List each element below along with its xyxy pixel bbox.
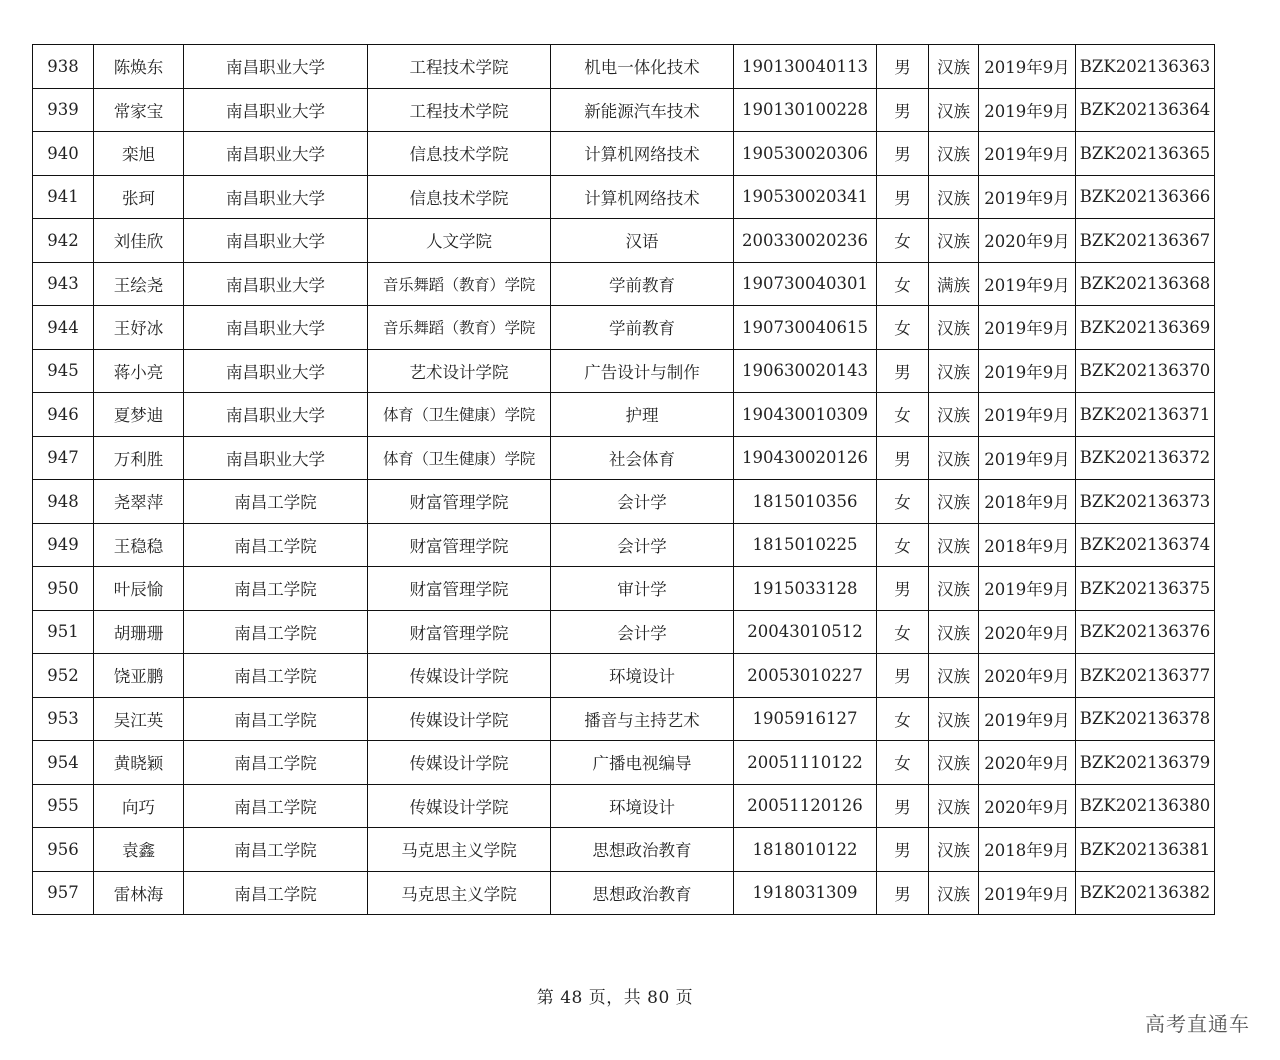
ethnicity-cell: 汉族 xyxy=(929,306,979,350)
table-row xyxy=(33,45,1215,89)
ethnicity-cell: 汉族 xyxy=(929,88,979,132)
gender-cell: 女 xyxy=(877,741,929,785)
college-name-cell: 财富管理学院 xyxy=(368,567,551,611)
gender-cell: 女 xyxy=(877,219,929,263)
college-name-cell: 工程技术学院 xyxy=(368,45,551,89)
student-name-cell: 常家宝 xyxy=(94,88,184,132)
certificate-number-cell: BZK202136363 xyxy=(1076,45,1215,89)
student-name-cell: 王绘尧 xyxy=(94,262,184,306)
school-name-cell: 南昌工学院 xyxy=(184,610,368,654)
college-name-cell: 艺术设计学院 xyxy=(368,349,551,393)
student-id-cell: 200330020236 xyxy=(734,219,877,263)
row-index-cell: 955 xyxy=(33,784,94,828)
enrollment-date-cell: 2019年9月 xyxy=(979,262,1076,306)
ethnicity-cell: 汉族 xyxy=(929,567,979,611)
student-id-cell: 20051120126 xyxy=(734,784,877,828)
table-row xyxy=(33,175,1215,219)
certificate-number-cell: BZK202136372 xyxy=(1076,436,1215,480)
college-name-cell: 信息技术学院 xyxy=(368,175,551,219)
certificate-number-cell: BZK202136373 xyxy=(1076,480,1215,524)
school-name-cell: 南昌职业大学 xyxy=(184,306,368,350)
major-name-cell: 播音与主持艺术 xyxy=(551,697,734,741)
certificate-number-cell: BZK202136381 xyxy=(1076,828,1215,872)
ethnicity-cell: 汉族 xyxy=(929,219,979,263)
table-row xyxy=(33,393,1215,437)
school-name-cell: 南昌工学院 xyxy=(184,784,368,828)
student-name-cell: 雷林海 xyxy=(94,871,184,915)
student-name-cell: 王妤冰 xyxy=(94,306,184,350)
major-name-cell: 护理 xyxy=(551,393,734,437)
enrollment-date-cell: 2019年9月 xyxy=(979,306,1076,350)
ethnicity-cell: 汉族 xyxy=(929,871,979,915)
gender-cell: 女 xyxy=(877,262,929,306)
table-row xyxy=(33,610,1215,654)
table-row xyxy=(33,523,1215,567)
ethnicity-cell: 汉族 xyxy=(929,436,979,480)
row-index-cell: 943 xyxy=(33,262,94,306)
certificate-number-cell: BZK202136377 xyxy=(1076,654,1215,698)
college-name-cell: 传媒设计学院 xyxy=(368,784,551,828)
certificate-number-cell: BZK202136368 xyxy=(1076,262,1215,306)
ethnicity-cell: 汉族 xyxy=(929,697,979,741)
table-row xyxy=(33,828,1215,872)
gender-cell: 男 xyxy=(877,175,929,219)
student-name-cell: 向巧 xyxy=(94,784,184,828)
student-name-cell: 张珂 xyxy=(94,175,184,219)
certificate-number-cell: BZK202136378 xyxy=(1076,697,1215,741)
table-body xyxy=(33,45,1215,915)
enrollment-date-cell: 2020年9月 xyxy=(979,741,1076,785)
enrollment-date-cell: 2018年9月 xyxy=(979,480,1076,524)
certificate-number-cell: BZK202136374 xyxy=(1076,523,1215,567)
college-name-cell: 体育（卫生健康）学院 xyxy=(368,393,551,437)
gender-cell: 男 xyxy=(877,784,929,828)
major-name-cell: 广告设计与制作 xyxy=(551,349,734,393)
gender-cell: 男 xyxy=(877,132,929,176)
major-name-cell: 会计学 xyxy=(551,610,734,654)
student-name-cell: 胡珊珊 xyxy=(94,610,184,654)
gender-cell: 男 xyxy=(877,828,929,872)
student-name-cell: 叶辰愉 xyxy=(94,567,184,611)
certificate-number-cell: BZK202136366 xyxy=(1076,175,1215,219)
certificate-number-cell: BZK202136370 xyxy=(1076,349,1215,393)
student-id-cell: 1815010356 xyxy=(734,480,877,524)
gender-cell: 女 xyxy=(877,393,929,437)
enrollment-date-cell: 2020年9月 xyxy=(979,784,1076,828)
student-name-cell: 栾旭 xyxy=(94,132,184,176)
major-name-cell: 机电一体化技术 xyxy=(551,45,734,89)
certificate-number-cell: BZK202136376 xyxy=(1076,610,1215,654)
table-row xyxy=(33,784,1215,828)
table-row xyxy=(33,567,1215,611)
college-name-cell: 传媒设计学院 xyxy=(368,697,551,741)
school-name-cell: 南昌职业大学 xyxy=(184,436,368,480)
certificate-number-cell: BZK202136364 xyxy=(1076,88,1215,132)
gender-cell: 男 xyxy=(877,349,929,393)
gender-cell: 女 xyxy=(877,306,929,350)
row-index-cell: 957 xyxy=(33,871,94,915)
major-name-cell: 思想政治教育 xyxy=(551,828,734,872)
table-row xyxy=(33,219,1215,263)
major-name-cell: 思想政治教育 xyxy=(551,871,734,915)
student-id-cell: 190730040615 xyxy=(734,306,877,350)
school-name-cell: 南昌职业大学 xyxy=(184,349,368,393)
college-name-cell: 体育（卫生健康）学院 xyxy=(368,436,551,480)
student-name-cell: 袁鑫 xyxy=(94,828,184,872)
enrollment-date-cell: 2019年9月 xyxy=(979,88,1076,132)
ethnicity-cell: 汉族 xyxy=(929,523,979,567)
table-row xyxy=(33,88,1215,132)
certificate-number-cell: BZK202136365 xyxy=(1076,132,1215,176)
student-name-cell: 吴江英 xyxy=(94,697,184,741)
student-id-cell: 20043010512 xyxy=(734,610,877,654)
student-id-cell: 1918031309 xyxy=(734,871,877,915)
gender-cell: 男 xyxy=(877,88,929,132)
ethnicity-cell: 汉族 xyxy=(929,741,979,785)
row-index-cell: 949 xyxy=(33,523,94,567)
table-row xyxy=(33,262,1215,306)
gender-cell: 男 xyxy=(877,654,929,698)
ethnicity-cell: 汉族 xyxy=(929,175,979,219)
major-name-cell: 汉语 xyxy=(551,219,734,263)
major-name-cell: 会计学 xyxy=(551,480,734,524)
school-name-cell: 南昌工学院 xyxy=(184,523,368,567)
row-index-cell: 954 xyxy=(33,741,94,785)
row-index-cell: 940 xyxy=(33,132,94,176)
school-name-cell: 南昌工学院 xyxy=(184,741,368,785)
page-number: 第 48 页，共 80 页 xyxy=(536,988,694,1008)
gender-cell: 女 xyxy=(877,480,929,524)
table-row xyxy=(33,871,1215,915)
enrollment-date-cell: 2019年9月 xyxy=(979,175,1076,219)
table-row xyxy=(33,436,1215,480)
student-table xyxy=(32,44,1215,915)
enrollment-date-cell: 2019年9月 xyxy=(979,393,1076,437)
enrollment-date-cell: 2018年9月 xyxy=(979,828,1076,872)
row-index-cell: 956 xyxy=(33,828,94,872)
row-index-cell: 951 xyxy=(33,610,94,654)
student-id-cell: 1915033128 xyxy=(734,567,877,611)
ethnicity-cell: 汉族 xyxy=(929,654,979,698)
major-name-cell: 环境设计 xyxy=(551,654,734,698)
student-name-cell: 王稳稳 xyxy=(94,523,184,567)
enrollment-date-cell: 2020年9月 xyxy=(979,219,1076,263)
row-index-cell: 948 xyxy=(33,480,94,524)
student-id-cell: 1818010122 xyxy=(734,828,877,872)
school-name-cell: 南昌工学院 xyxy=(184,871,368,915)
student-id-cell: 1905916127 xyxy=(734,697,877,741)
ethnicity-cell: 汉族 xyxy=(929,784,979,828)
enrollment-date-cell: 2019年9月 xyxy=(979,567,1076,611)
college-name-cell: 传媒设计学院 xyxy=(368,654,551,698)
college-name-cell: 财富管理学院 xyxy=(368,610,551,654)
major-name-cell: 环境设计 xyxy=(551,784,734,828)
student-name-cell: 尧翠萍 xyxy=(94,480,184,524)
student-name-cell: 夏梦迪 xyxy=(94,393,184,437)
enrollment-date-cell: 2019年9月 xyxy=(979,697,1076,741)
gender-cell: 男 xyxy=(877,45,929,89)
school-name-cell: 南昌职业大学 xyxy=(184,45,368,89)
major-name-cell: 计算机网络技术 xyxy=(551,132,734,176)
student-name-cell: 饶亚鹏 xyxy=(94,654,184,698)
enrollment-date-cell: 2018年9月 xyxy=(979,523,1076,567)
student-id-cell: 190130100228 xyxy=(734,88,877,132)
gender-cell: 男 xyxy=(877,436,929,480)
student-id-cell: 190530020341 xyxy=(734,175,877,219)
table-row xyxy=(33,480,1215,524)
student-name-cell: 万利胜 xyxy=(94,436,184,480)
table-row xyxy=(33,654,1215,698)
college-name-cell: 财富管理学院 xyxy=(368,480,551,524)
certificate-number-cell: BZK202136380 xyxy=(1076,784,1215,828)
enrollment-date-cell: 2019年9月 xyxy=(979,45,1076,89)
certificate-number-cell: BZK202136375 xyxy=(1076,567,1215,611)
certificate-number-cell: BZK202136369 xyxy=(1076,306,1215,350)
college-name-cell: 人文学院 xyxy=(368,219,551,263)
enrollment-date-cell: 2020年9月 xyxy=(979,654,1076,698)
gender-cell: 女 xyxy=(877,610,929,654)
ethnicity-cell: 汉族 xyxy=(929,45,979,89)
college-name-cell: 传媒设计学院 xyxy=(368,741,551,785)
row-index-cell: 944 xyxy=(33,306,94,350)
enrollment-date-cell: 2019年9月 xyxy=(979,349,1076,393)
page-footer xyxy=(0,983,1280,1008)
college-name-cell: 工程技术学院 xyxy=(368,88,551,132)
student-id-cell: 190530020306 xyxy=(734,132,877,176)
major-name-cell: 审计学 xyxy=(551,567,734,611)
gender-cell: 女 xyxy=(877,697,929,741)
row-index-cell: 942 xyxy=(33,219,94,263)
student-id-cell: 20053010227 xyxy=(734,654,877,698)
student-name-cell: 刘佳欣 xyxy=(94,219,184,263)
gender-cell: 女 xyxy=(877,523,929,567)
ethnicity-cell: 汉族 xyxy=(929,610,979,654)
row-index-cell: 941 xyxy=(33,175,94,219)
watermark: 高考直通车 xyxy=(1145,1012,1250,1036)
certificate-number-cell: BZK202136367 xyxy=(1076,219,1215,263)
college-name-cell: 音乐舞蹈（教育）学院 xyxy=(368,306,551,350)
major-name-cell: 新能源汽车技术 xyxy=(551,88,734,132)
ethnicity-cell: 汉族 xyxy=(929,828,979,872)
major-name-cell: 社会体育 xyxy=(551,436,734,480)
school-name-cell: 南昌工学院 xyxy=(184,567,368,611)
student-name-cell: 蒋小亮 xyxy=(94,349,184,393)
row-index-cell: 952 xyxy=(33,654,94,698)
ethnicity-cell: 汉族 xyxy=(929,132,979,176)
college-name-cell: 信息技术学院 xyxy=(368,132,551,176)
table-row xyxy=(33,132,1215,176)
certificate-number-cell: BZK202136382 xyxy=(1076,871,1215,915)
enrollment-date-cell: 2019年9月 xyxy=(979,132,1076,176)
school-name-cell: 南昌职业大学 xyxy=(184,132,368,176)
student-name-cell: 陈焕东 xyxy=(94,45,184,89)
certificate-number-cell: BZK202136371 xyxy=(1076,393,1215,437)
gender-cell: 男 xyxy=(877,567,929,611)
college-name-cell: 财富管理学院 xyxy=(368,523,551,567)
school-name-cell: 南昌工学院 xyxy=(184,828,368,872)
row-index-cell: 946 xyxy=(33,393,94,437)
ethnicity-cell: 汉族 xyxy=(929,349,979,393)
table-row xyxy=(33,349,1215,393)
major-name-cell: 广播电视编导 xyxy=(551,741,734,785)
student-id-cell: 190130040113 xyxy=(734,45,877,89)
major-name-cell: 学前教育 xyxy=(551,262,734,306)
school-name-cell: 南昌工学院 xyxy=(184,654,368,698)
college-name-cell: 马克思主义学院 xyxy=(368,828,551,872)
ethnicity-cell: 满族 xyxy=(929,262,979,306)
school-name-cell: 南昌工学院 xyxy=(184,697,368,741)
row-index-cell: 945 xyxy=(33,349,94,393)
row-index-cell: 938 xyxy=(33,45,94,89)
student-id-cell: 1815010225 xyxy=(734,523,877,567)
enrollment-date-cell: 2020年9月 xyxy=(979,610,1076,654)
school-name-cell: 南昌职业大学 xyxy=(184,219,368,263)
major-name-cell: 计算机网络技术 xyxy=(551,175,734,219)
major-name-cell: 学前教育 xyxy=(551,306,734,350)
college-name-cell: 音乐舞蹈（教育）学院 xyxy=(368,262,551,306)
major-name-cell: 会计学 xyxy=(551,523,734,567)
student-id-cell: 20051110122 xyxy=(734,741,877,785)
student-id-cell: 190430020126 xyxy=(734,436,877,480)
school-name-cell: 南昌职业大学 xyxy=(184,175,368,219)
ethnicity-cell: 汉族 xyxy=(929,480,979,524)
school-name-cell: 南昌职业大学 xyxy=(184,393,368,437)
school-name-cell: 南昌工学院 xyxy=(184,480,368,524)
school-name-cell: 南昌职业大学 xyxy=(184,88,368,132)
ethnicity-cell: 汉族 xyxy=(929,393,979,437)
row-index-cell: 939 xyxy=(33,88,94,132)
student-id-cell: 190430010309 xyxy=(734,393,877,437)
college-name-cell: 马克思主义学院 xyxy=(368,871,551,915)
table-row xyxy=(33,697,1215,741)
student-name-cell: 黄晓颖 xyxy=(94,741,184,785)
row-index-cell: 947 xyxy=(33,436,94,480)
table-row xyxy=(33,741,1215,785)
certificate-number-cell: BZK202136379 xyxy=(1076,741,1215,785)
enrollment-date-cell: 2019年9月 xyxy=(979,436,1076,480)
row-index-cell: 950 xyxy=(33,567,94,611)
student-id-cell: 190730040301 xyxy=(734,262,877,306)
school-name-cell: 南昌职业大学 xyxy=(184,262,368,306)
enrollment-date-cell: 2019年9月 xyxy=(979,871,1076,915)
row-index-cell: 953 xyxy=(33,697,94,741)
table-row xyxy=(33,306,1215,350)
gender-cell: 男 xyxy=(877,871,929,915)
student-id-cell: 190630020143 xyxy=(734,349,877,393)
